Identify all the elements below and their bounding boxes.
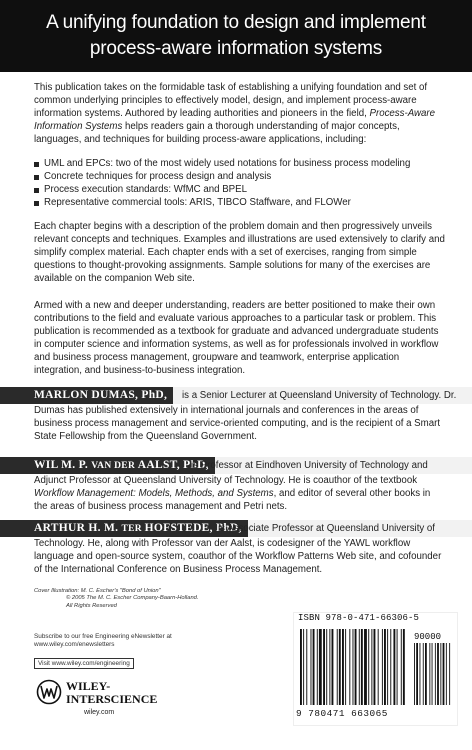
barcode-bar [374, 629, 376, 705]
barcode-bar [313, 629, 315, 705]
author-name: WIL M. P. VAN DER AALST, PhD, [0, 457, 215, 474]
intro-paragraph: This publication takes on the formidable task of establishing a unifying foundation and set of common underlying principles to effectively model, design, and implement process-aware information systems. Authored by leading authorities and pioneers in the field, Process-Aware Information Systems helps readers gain a thorough understanding of major concepts, languages, and techniques for building process-aware applications, including: [34, 82, 436, 145]
publisher-name: WILEY- [66, 679, 111, 693]
author-bio-first-line: is Professor at Eindhoven University of Technology and [191, 460, 428, 471]
author-bio-first-line: is a Senior Lecturer at Queensland University of Technology. Dr. [182, 390, 457, 401]
visit-website-box: Visit www.wiley.com/engineering [34, 658, 134, 669]
barcode-bar [306, 629, 307, 705]
author-bio-first-line: is Associate Professor at Queensland University of [218, 523, 435, 534]
barcode-bar [303, 629, 304, 705]
author-bio: Dumas has published extensively in international journals and conferences in the areas of business process management and service-oriented computing, and is the recipient of a Smart State Fellowship from the Queensland Government. [34, 405, 441, 442]
barcode-addon-bar [449, 643, 450, 705]
barcode-digits: 9 780471 663065 [296, 708, 388, 719]
barcode-bar [317, 629, 318, 705]
barcode-addon-digits: 90000 [414, 632, 442, 642]
barcode-bar [371, 629, 372, 705]
barcode-addon-bar [443, 643, 445, 705]
barcode-bar [378, 629, 379, 705]
barcode-bar [361, 629, 363, 705]
cover-illustration-credit: Cover Illustration: M. C. Escher's "Bond of Union" © 2005 The M. C. Escher Company-Baarn-Holland. All Rights Reserved [34, 588, 199, 609]
barcode-bar [393, 629, 395, 705]
barcode-bar [401, 629, 402, 705]
title-banner [0, 0, 472, 72]
barcode-addon-bar [440, 643, 441, 705]
barcode-bar [368, 629, 369, 705]
book-title: Process-Aware Information Systems [34, 107, 436, 132]
barcode-bar [355, 629, 357, 705]
barcode-bar [359, 629, 360, 705]
banner-line-1: A unifying foundation to design and implement [46, 12, 426, 33]
audience-paragraph: Armed with a new and deeper understanding, readers are better positioned to make their own contributions to the field and evaluate various approaches to a particular task or problem. This publication is recommended as a textbook for graduate and advanced undergraduate students in computer science and information systems, as well as for professionals involved in workflow and business process management, groupware and teamwork, enterprise application integration, and business-to-business integration. [34, 300, 439, 376]
barcode-bar [349, 629, 350, 705]
barcode-addon-bar [414, 643, 415, 705]
barcode-bar [332, 629, 334, 705]
barcode-bar [384, 629, 386, 705]
barcode-bar [364, 629, 367, 705]
wiley-logo-icon [34, 679, 64, 705]
barcode-bar [403, 629, 405, 705]
barcode-addon-bar [420, 643, 421, 705]
barcode-bar [337, 629, 338, 705]
author-name: ARTHUR H. M. TER HOFSTEDE, PhD, [0, 520, 248, 537]
barcode-addon-bar [429, 643, 430, 705]
barcode-addon-bar [425, 643, 427, 705]
barcode-bar [319, 629, 322, 705]
barcode-addon-bar [435, 643, 436, 705]
bullet-item: Concrete techniques for process design and analysis [34, 171, 446, 184]
barcode-bar [300, 629, 302, 705]
author-name: MARLON DUMAS, PhD, [0, 387, 173, 404]
barcode-addon-bar [437, 643, 439, 705]
barcode-addon-bar [432, 643, 433, 705]
bullet-item: Representative commercial tools: ARIS, TIBCO Staffware, and FLOWer [34, 197, 446, 210]
barcode-bar [387, 629, 388, 705]
isbn-label: ISBN 978-0-471-66306-5 [298, 613, 420, 623]
bullet-item: Process execution standards: WfMC and BPEL [34, 184, 446, 197]
publisher-imprint: INTERSCIENCE [66, 692, 158, 706]
isbn-barcode [296, 629, 454, 709]
author-bio: Technology. He, along with Professor van der Aalst, is codesigner of the YAWL workflow language and open-source system, coauthor of the Workflow Patterns Web site, and cofounder of the International Conference on Business Process Management. [34, 538, 442, 575]
barcode-addon-bar [416, 643, 418, 705]
barcode-bar [311, 629, 312, 705]
barcode-bar [353, 629, 354, 705]
barcode-bar [342, 629, 344, 705]
publisher-url: wiley.com [84, 709, 115, 716]
banner-line-2: process-aware information systems [89, 38, 383, 59]
newsletter-note: Subscribe to our free Engineering eNewsletter at www.wiley.com/enewsletters [34, 633, 172, 649]
bullet-item: UML and EPCs: two of the most widely used notations for business process modeling [34, 158, 446, 171]
barcode-bar [390, 629, 391, 705]
barcode-bar [323, 629, 325, 705]
barcode-bar [326, 629, 327, 705]
barcode-bar [397, 629, 398, 705]
barcode-addon-bar [446, 643, 447, 705]
barcode-bar [329, 629, 330, 705]
barcode-addon-bar [423, 643, 424, 705]
author-bio: Adjunct Professor at Queensland University of Technology. He is coauthor of the textbook Workflow Management: Models, Methods, and Systems, and editor of several other books in the areas of business process management and Petri nets. [34, 475, 431, 512]
barcode-bar [382, 629, 383, 705]
bullet-list [34, 158, 446, 210]
barcode-bar [339, 629, 341, 705]
barcode-bar [345, 629, 346, 705]
chapters-paragraph: Each chapter begins with a description of the problem domain and then progressively unveils relevant concepts and techniques. Examples and illustrations are used extensively to clarify and simplify complex material. Each chapter ends with a set of exercises, ranging from simple questions to thought-provoking assignments. Sample solutions for many of the exercises are available on the companion Web site. [34, 221, 445, 284]
